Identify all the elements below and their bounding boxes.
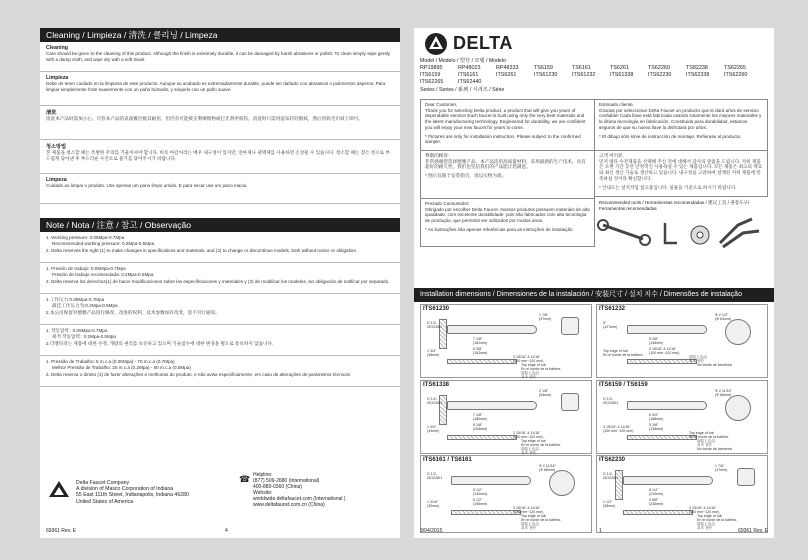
tub-edge (451, 510, 521, 515)
spout-drawing (451, 476, 531, 485)
dimension-label: (100 mm~120 mm) (513, 510, 544, 514)
dimension-label: 욕조 상단 (521, 451, 536, 455)
dimension-label: 7 1/8" (473, 337, 483, 341)
cleaning-text: 본 제품을 청소할 때는 특별한 주의를 기울이셔야 합니다. 비록 마감처리는 매우 내구성이 있지만, 연마제나 광택제를 사용하면 손상될 수 있습니다. 청소할 때는 젖은 천으로 부드럽게 닦아낸 후 부드러운 수건으로 물기를 닦아주시기 바랍니다. (46, 150, 390, 161)
letter-title: Dear Customer, (425, 102, 458, 107)
letter-title: Estimado cliente, (599, 102, 634, 107)
dimension-label: (245mm) (649, 502, 664, 506)
letter-text: Thank you for selecting Delta product, a product that will give you years of dependable service! Each faucet is built using only the very best materials and the latest manufacturing technology. Engineered for durability, we are confident you will enjoy your new faucet for years to come. (425, 107, 586, 130)
cleaning-heading: Limpieza (46, 75, 69, 81)
dimension-label: 욕조 상단 (521, 526, 536, 530)
model-list (420, 57, 770, 93)
company-line: 55 East 111th Street, Indianapolis, Indiana 46280 (76, 492, 189, 499)
panel-title: ITS6161 / TS6161 (423, 457, 472, 463)
dimension-label: 浴缸上边沿 (521, 447, 539, 451)
dimension-label: 1 1/2" (603, 500, 613, 504)
footer-page-number: 1 (599, 528, 602, 534)
letter-note: * As ilustrações são apenas referências para as instruções de instalação (425, 226, 573, 232)
cleaning-heading: Cleaning (46, 45, 68, 51)
note-line: Recommended working pressure: 0.2Mpa-0.5Mpa (52, 240, 155, 246)
dimension-label: No borde de banheira (697, 363, 732, 367)
dimension-label: (100 mm~120 mm) (513, 359, 544, 363)
dimension-label: 3 15/16"-4 11/16" (689, 506, 717, 510)
dimension-label: En el borde de la bañera (689, 435, 729, 439)
series-line: Series / Series / 系列 / 시리즈 / Série (420, 87, 505, 93)
model-number: ITS62260 (724, 72, 748, 78)
dimension-label: (30mm) (427, 504, 440, 508)
delta-logo (424, 32, 542, 56)
note-line: 최적 작동압력 : 0.2Mpa-0.5Mpa (52, 333, 116, 339)
letter-title: 尊敬的顾客： (425, 153, 453, 158)
dimension-label: G 1/2- (603, 397, 613, 401)
spout-drawing (623, 476, 713, 485)
dimension-label: 6 3/4" (649, 413, 659, 417)
cleaning-section (40, 106, 400, 140)
dimension-label: G 1/2- (427, 397, 437, 401)
note-line: 1. Working pressure: 0.05Mpa-0.7Mpa (46, 235, 125, 240)
dimension-label: 1 3/4" (427, 349, 437, 353)
model-number: TS6161 (572, 65, 591, 71)
cleaning-heading: 清洗 (46, 110, 57, 116)
company-line: Delta Faucet Company (76, 480, 130, 486)
dimension-label: (38mm) (603, 504, 616, 508)
dimension-label: (Φ 64mm) (715, 317, 732, 321)
spout-drawing (627, 325, 707, 334)
recommended-tools (595, 198, 768, 250)
letter-text: Gracias por seleccionar Delta Faucet un producto que le dará años de servicio confiable! Cada llave está fabricada usando solamente los mejores materiales y la última tecnología en fabricación. Construida para durabilidad, estamos seguros de que su nueva llave la disfrutará por años. (599, 107, 762, 130)
install-panel (420, 380, 592, 454)
note-line: Presión de trabajo recomendada: 0.2Mpa-0.5Mpa (52, 271, 154, 277)
model-number: ITS62265 (420, 79, 444, 85)
model-number: ITS62440 (458, 79, 482, 85)
letter-text: 非常感谢您选择德雅产品。本产品选用高质量材料，采用最新的生产技术，具有超好的耐久性。我们也坚信我们的产品能让您满意。 (425, 158, 586, 170)
dimension-label: ISO228/1 (427, 476, 443, 480)
model-number: ITS61232 (572, 72, 596, 78)
model-number: TS6159 (534, 65, 553, 71)
brand-wordmark: DELTA (453, 33, 513, 53)
helpline-number: (877) 509-2680 (International) (253, 478, 320, 484)
spout-end-view (725, 319, 751, 345)
note-row (40, 294, 400, 325)
tub-edge (447, 359, 517, 364)
model-number: TS6261 (610, 65, 629, 71)
cleaning-band: Cleaning / Limpieza / 清洗 / 클리닝 / Limpeza (40, 28, 400, 42)
note-line: 1. Pressão de Trabalho: 5 m.c.a (0.05Mpa) - 70 m.c.a (0.7Mpa) (46, 359, 175, 364)
dimension-label: 5 3/8" (649, 423, 659, 427)
hex-key-icon (665, 223, 677, 243)
spout-end-view (737, 468, 755, 486)
website-label: Website: (253, 490, 273, 496)
model-number: RP19895 (420, 65, 443, 71)
spout-drawing (447, 401, 537, 410)
dimension-label: En el borde de la bañera (521, 443, 561, 447)
dimension-label: En el borde de la bañera (697, 518, 737, 522)
tub-edge (627, 359, 697, 364)
wall-section (615, 470, 623, 500)
dimension-label: 욕조 상단 (689, 359, 704, 363)
dimension-label: Top edge of tub (697, 514, 722, 518)
note-line: Melhor Pressão de Trabalho: 20 m.c.a (0.2Mpa) - 50 m.c.a (0.5Mpa) (52, 364, 191, 370)
cleaning-heading: Limpeza (46, 177, 67, 183)
model-number: TS62260 (648, 65, 670, 71)
model-number: ITS6159 (420, 72, 441, 78)
dimension-label: ISO228/1 (427, 401, 443, 405)
note-line: 2. Delta reserves the right (1) to make changes in specifications and materials, and (2) to change or discontinue models, both without notice or obligation. (46, 248, 358, 254)
note-line: 1. 작동압력 : 0.05Mpa-0.7Mpa (46, 328, 108, 333)
dimension-label: ISO228/1 (603, 476, 619, 480)
installation-band: Installation dimensions / Dimensiones de la instalación / 安装尺寸 / 설치 치수 / Dimensões de instalação (414, 288, 774, 302)
dimension-label: G 1/2- (603, 472, 613, 476)
note-line: 最佳工作压力为:0.2Mpa-0.5Mpa (52, 302, 118, 308)
dimension-label: Φ 2 1/2" (715, 313, 729, 317)
company-block (48, 480, 248, 528)
note-row (40, 325, 400, 356)
spout-end-view (725, 395, 751, 421)
dimension-label: 3 15/16"-4 11/16" (513, 431, 541, 435)
dimension-label: (Φ 68mm) (539, 468, 556, 472)
letter-note: * 图示仅限于安装指引，请以实物为准。 (425, 173, 507, 179)
dimension-label: Φ 2 11/16" (539, 464, 556, 468)
wall-section (439, 319, 447, 349)
dimension-label: (165mm) (473, 502, 488, 506)
letter-note: * El dibujo sólo sirve de instrucción de montaje. Refierase al producto. (599, 133, 742, 139)
dimension-label: 3 15/16"-4 11/16" (513, 506, 541, 510)
cleaning-heading: 청소방법 (46, 144, 67, 150)
dimension-label: 浴缸上边沿 (521, 371, 539, 375)
dimension-label: 욕조 상단 (697, 443, 712, 447)
spout-end-view (561, 317, 579, 335)
dimension-label: Top edge of tub (603, 349, 628, 353)
footer-rev: 69361 Rev. E (46, 528, 76, 534)
cleaning-text: Debe de tener cuidado en la limpieza de este producto. Aunque su acabado es extremadamente durable, puede ser dañado con abrasivos o pulimentos ásperos. Para limpiar simplemente frote suavemente con un paño húmedo, y séquelo con un paño suave. (46, 81, 386, 92)
dimension-label: ISO228/1 (427, 325, 443, 329)
cleaning-section (40, 72, 400, 106)
install-panel (596, 380, 768, 454)
letter-text: 먼저 델타 수전제품을 선택해 주신 것에 대해서 감사의 말씀을 드립니다. 저희 제품은 오랜 기간 동안 안정적인 사용하실 수 있는 제품입니다. 모든 제품은 최고의 재료와 최신 생산 기술로 생산하고 있습니다. 내구성을 고려하여 설계된 저희 제품에 만족하실 것이라 확신합니다. (599, 158, 763, 181)
dimension-label: G 1/2- (427, 321, 437, 325)
footer-date: 3/04/2015 (420, 528, 443, 534)
dimension-label: (206mm) (473, 427, 488, 431)
company-line: A division of Masco Corporation of Indiana (76, 486, 174, 493)
wrench-icon (598, 220, 650, 245)
tub-edge (627, 435, 697, 440)
cleaning-text: 清洗本产品时需加小心。尽管本产品的表面镀层极其耐用，但仍有可能被尖利摩擦物或打光剂所损伤。清洗时只需用湿布轻轻擦拭，然后用软毛巾拭干即可。 (46, 116, 363, 121)
pliers-icon (720, 219, 759, 247)
dimension-label: (44mm) (427, 429, 440, 433)
dimension-label: 1 7/8" (539, 313, 549, 317)
note-line: 2. Delta reserva o direito (1) de fazer alterações e melhorias do produto, e não avisa especificamente, em caso de alterações de parâmetros técnicos. (46, 372, 352, 378)
note-line: 2.더엘타피는 제품에 대한 수정, 개량의 권리를 보유하고 있으며 기술참수에 대한 변경을 별도로 통보하지 않습니다. (46, 341, 274, 347)
dimension-label: (100 mm~120 mm) (513, 435, 544, 439)
dimension-label: (162mm) (473, 351, 488, 355)
dimension-label: (127mm) (603, 325, 618, 329)
spout-drawing (447, 325, 537, 334)
left-page (40, 28, 400, 538)
letter-text: Obrigado por escolher Delta Faucet. Nossos produtos possuem materiais de alta qualidade, com excelente durabilidade, pois são fabricados com alta tecnologia de produção, que permitirá ser utilizados por muitos anos. (425, 206, 590, 224)
helpline-number: 400-880-0360 (China) (253, 484, 302, 490)
model-number: ITS61338 (610, 72, 634, 78)
dimension-label: No borde de banheira (697, 447, 732, 451)
dimension-label: 7 1/8" (473, 413, 483, 417)
dimension-label: En el borde de la bañera (603, 353, 643, 357)
panel-title: ITS61232 (599, 306, 626, 312)
dimension-label: 3 15/16"-4 11/16" (513, 355, 541, 359)
dimension-label: (136mm) (649, 427, 664, 431)
dimension-label: 5" (603, 321, 607, 325)
dimension-label: Top edge of tub (521, 514, 546, 518)
model-number: ITS6161 (458, 72, 479, 78)
install-panel (596, 304, 768, 378)
install-panel (420, 455, 592, 533)
dimension-label: (47mm) (539, 317, 552, 321)
dimension-label: (210mm) (649, 492, 664, 496)
cleaning-section (40, 174, 400, 204)
panel-title: ITS6159 / TS6159 (599, 382, 648, 388)
dimension-label: G 1/2- (427, 472, 437, 476)
note-line: 1. Presión de trabajo: 0.05Mpa-0.7Mpa (46, 266, 126, 271)
note-line: 2. Delta reserva los derechos(1) de hacer modificaciones sobre las especificaciones y materiales y (2) de modificar los modelos, sin obligación de notificar por separado. (46, 279, 390, 285)
letter-note: * 안내도는 설치작업 참고용입니다. 실물을 기준으로 하시기 바랍니다. (599, 184, 737, 190)
tools-label: Recommended tools / Herramientas recomendadas / 建议工具 / 권장도구/ Ferramentas recomendadas (599, 200, 750, 211)
cleaning-text: Cuidado ao limpar o produto. Use apenas um pano limpo umido. E para secar use um pano macio. (46, 183, 248, 188)
dimension-label: Top edge of tub (689, 431, 714, 435)
dimension-label: 3 15/16"-4 11/16" (649, 347, 677, 351)
dimension-label: (100 mm~120 mm) (603, 429, 634, 433)
panel-title: ITS62230 (599, 457, 626, 463)
customer-letter-right (595, 99, 768, 197)
install-panel (596, 455, 768, 533)
dimension-label: (181mm) (473, 341, 488, 345)
dimension-label: 浴缸上边沿 (697, 439, 715, 443)
dimension-label: (100 mm~120 mm) (649, 351, 680, 355)
letter-note: * Pictures are only for installation instruction. Please subject to the confirmed sample. (425, 133, 581, 145)
note-row (40, 232, 400, 263)
right-page (414, 28, 774, 538)
phone-icon: ☎ (239, 474, 251, 484)
model-number: ITS62338 (686, 72, 710, 78)
dimension-label: 욕조 상단 (521, 375, 536, 379)
dimension-label: (136mm) (649, 341, 664, 345)
dimension-label: 9 5/8" (649, 498, 659, 502)
delta-triangle-icon (48, 480, 70, 498)
note-line: 1.工作压力:0.05Mpa-0.7Mpa (46, 297, 105, 302)
dimension-label: 1 3/4" (427, 425, 437, 429)
dimension-label: 6 3/8" (473, 347, 483, 351)
dimension-label: 5 1/2" (473, 488, 483, 492)
model-number: ITS6261 (496, 72, 517, 78)
dimension-label: 욕조 상단 (697, 526, 712, 530)
model-number: RP48023 (458, 65, 481, 71)
cleaning-section (40, 140, 400, 174)
model-number: TS82238 (686, 65, 708, 71)
dimension-label: (Φ 68mm) (715, 393, 732, 397)
dimension-label: En el borde de la bañera (521, 367, 561, 371)
dimension-label: (180mm) (473, 417, 488, 421)
dimension-label: Top edge of tub (521, 439, 546, 443)
dimension-label: (140mm) (473, 492, 488, 496)
dimension-label: 8 1/4" (649, 488, 659, 492)
spout-end-view (561, 393, 579, 411)
footer-page-number: 4 (225, 528, 228, 534)
dimension-label: 2 1/8" (539, 389, 549, 393)
helpline-label: Helpline: (253, 472, 273, 478)
note-band: Note / Nota / 注意 / 참고 / Observação (40, 218, 400, 232)
dimension-label: 1 3/16" (427, 500, 439, 504)
plumber-tape-icon (691, 226, 709, 244)
dimension-label: (168mm) (649, 417, 664, 421)
dimension-label: 5 3/8" (649, 337, 659, 341)
helpline-block (239, 472, 346, 508)
dimension-label: 浴缸上边沿 (689, 355, 707, 359)
model-number: TS62265 (724, 65, 746, 71)
install-panel (420, 304, 592, 378)
wall-section (439, 395, 447, 425)
cleaning-section (40, 42, 400, 72)
letter-title: 고객 여러분, (599, 153, 624, 158)
dimension-label: 6 1/2" (473, 498, 483, 502)
dimension-label: 浴缸上边沿 (697, 522, 715, 526)
note-row (40, 263, 400, 294)
dimension-label: (45mm) (427, 353, 440, 357)
spout-end-view (549, 470, 575, 496)
tub-edge (623, 510, 693, 515)
panel-title: ITS61230 (423, 306, 450, 312)
dimension-label: (54mm) (539, 393, 552, 397)
website-link[interactable]: worldwide.deltafaucet.com (International ) (253, 496, 346, 502)
tub-edge (447, 435, 517, 440)
dimension-label: Φ 2 11/16" (715, 389, 732, 393)
model-number: RP48333 (496, 65, 519, 71)
spout-drawing (627, 401, 707, 410)
dimension-label: 浴缸上边沿 (521, 522, 539, 526)
model-number: ITS62230 (648, 72, 672, 78)
website-link[interactable]: www.deltafaucet.com.cn (China) (253, 502, 325, 508)
model-heading: Model / Modelo / 型号 / 모델 / Modelo (420, 58, 506, 64)
dimension-label: 1 7/8" (715, 464, 725, 468)
note-row (40, 356, 400, 387)
panel-title: ITS61338 (423, 382, 450, 388)
dimension-label: En el borde de la bañera (521, 518, 561, 522)
dimension-label: 8 1/8" (473, 423, 483, 427)
dimension-label: ISO228/1 (603, 401, 619, 405)
dimension-label: Top edge of tub (521, 363, 546, 367)
tools-illustration (595, 213, 768, 251)
dimension-label: (100 mm~120 mm) (689, 510, 720, 514)
company-line: United States of America (76, 498, 134, 505)
footer-rev: 69361 Rev. E (738, 528, 768, 534)
cleaning-text: Care should be given to the cleaning of this product. Although the finish is extremely durable, it can be damaged by harsh abrasives or polish. To clean simply wipe gently with a damp cloth, and wipe dry with a soft towel. (46, 51, 391, 62)
dimension-label: 3 15/16"-4 11/16" (603, 425, 631, 429)
customer-letter-left (420, 99, 595, 247)
letter-title: Prezado Consumidor: (425, 201, 470, 206)
model-number: ITS61230 (534, 72, 558, 78)
dimension-label: (47mm) (715, 468, 728, 472)
note-line: 2.本公司保留对德雅产品进行修改、改进的权利，技术参数如有改变，恕不另行通知。 (46, 310, 220, 316)
